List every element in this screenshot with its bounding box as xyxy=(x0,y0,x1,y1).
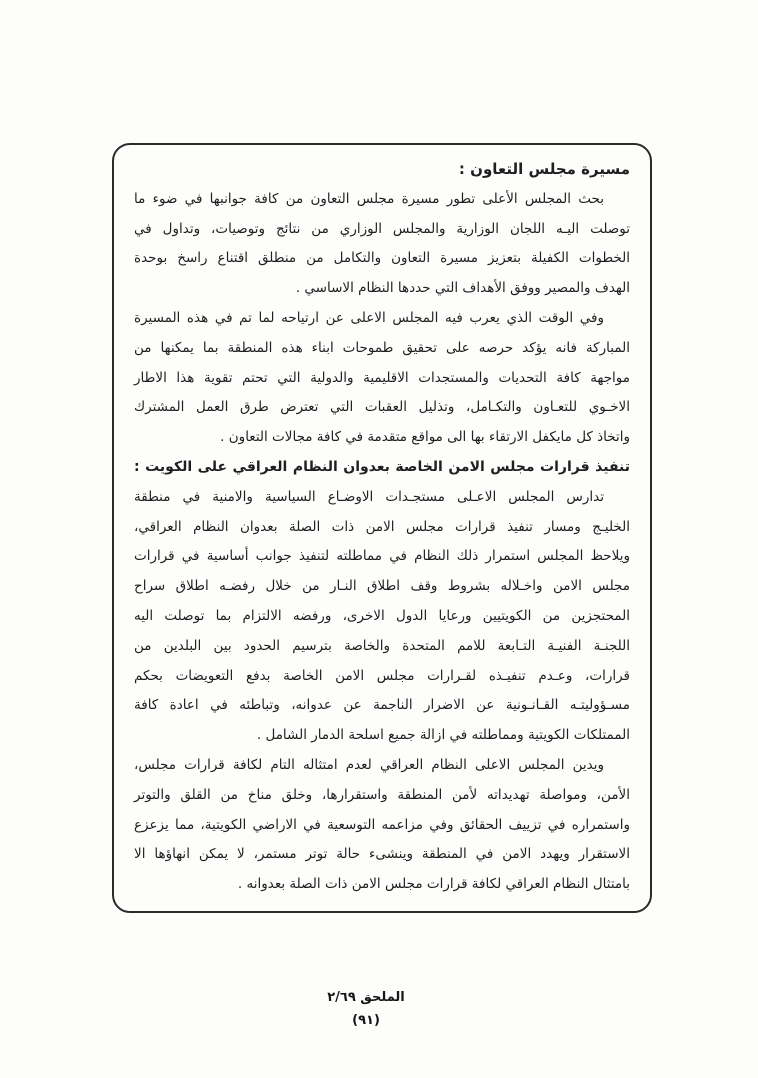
page-footer xyxy=(0,986,732,1032)
text-line: الهدف والمصير ووفق الأهداف التي حددها النظام الاساسي . xyxy=(295,280,630,297)
text-line: اللجنـة الفنيـة التـابعة للامم المتحدة والخاصة بترسيم الحدود بين البلدين من xyxy=(134,637,630,654)
section-2-heading: تنفيذ قرارات مجلس الامن الخاصة بعدوان النظام العراقي على الكويت : xyxy=(134,458,630,475)
text-line: الاخـوي للتعـاون والتكـامل، وتذليل العقبات التي تعترض طرق العمل المشترك xyxy=(134,399,630,416)
text-line: ويدين المجلس الاعلى النظام العراقي لعدم امتثاله التام لكافة قرارات مجلس، xyxy=(134,756,604,773)
text-line: مسـؤوليتـه القـانـونية عن الاضرار الناجمة عن عدوانه، وتباطئه في اعادة كافة xyxy=(134,697,630,714)
document-frame xyxy=(112,143,652,913)
text-line: المباركة فانه يؤكد حرصه على تحقيق طموحات ابناء هذه المنطقة بما يمكنها من xyxy=(134,339,630,356)
text-line: الممتلكات الكويتية ومماطلته في ازالة جميع اسلحة الدمار الشامل . xyxy=(256,727,630,744)
text-line: الخطوات الكفيلة بتعزيز مسيرة التعاون والتكامل من منطلق اقتناع راسخ بوحدة xyxy=(134,250,630,267)
text-line: وفي الوقت الذي يعرب فيه المجلس الاعلى عن ارتياحه لما تم في هذه المسيرة xyxy=(134,309,604,326)
text-line: الاستقرار ويهدد الامن في المنطقة وينشىء حالة توتر مستمر، لا يمكن انهاؤها الا xyxy=(134,846,630,863)
text-line: مجلس الامن واخـلاله بشروط وقف اطلاق النـار من خلال رفضـه اطلاق سراح xyxy=(134,578,630,595)
text-line: ويلاحظ المجلس استمرار ذلك النظام في مماطلته لتنفيذ جوانب أساسية في قرارات xyxy=(134,548,630,565)
text-line: واستمراره في تزييف الحقائق وفي مزاعمه التوسعية في الاراضي الكويتية، مما يزعزع xyxy=(134,816,630,833)
text-line: تدارس المجلس الاعـلى مستجـدات الاوضـاع السياسية والامنية في منطقة xyxy=(134,488,604,505)
text-line: المحتجزين من الكويتيين ورعايا الدول الاخرى، ورفضه الالتزام بما توصلت اليه xyxy=(134,607,630,624)
text-line: بامتثال النظام العراقي لكافة قرارات مجلس الامن ذات الصلة بعدوانه . xyxy=(237,876,630,893)
text-line: واتخاذ كل مايكفل الارتقاء بها الى مواقع متقدمة في كافة مجالات التعاون . xyxy=(220,429,630,446)
text-line: توصلت اليـه اللجان الوزارية والمجلس الوزاري من نتائج وتوصيات، وتداول في xyxy=(134,220,630,237)
section-1-heading: مسيرة مجلس التعاون : xyxy=(458,160,630,178)
text-line: قرارات، وعـدم تنفيـذه لقـرارات مجلس الامن الخاصة بدفع التعويضات بحكم xyxy=(134,667,630,684)
page-number: (٩١) xyxy=(352,1013,380,1028)
text-line: الخليـج ومسار تنفيذ قرارات مجلس الامن ذات الصلة بعدوان النظام العراقي، xyxy=(134,518,630,535)
text-line: مواجهة كافة التحديات والمستجدات الاقليمية والدولية التي تحتم تقوية هذا الاطار xyxy=(134,369,630,386)
text-line: الأمن، ومواصلة تهديداته لأمن المنطقة واستقرارها، وخلق مناخ من القلق والتوتر xyxy=(134,786,630,803)
text-line: بحث المجلس الأعلى تطور مسيرة مجلس التعاون من كافة جوانبها في ضوء ما xyxy=(134,190,604,207)
appendix-label: الملحق ٢/٦٩ xyxy=(327,990,405,1005)
